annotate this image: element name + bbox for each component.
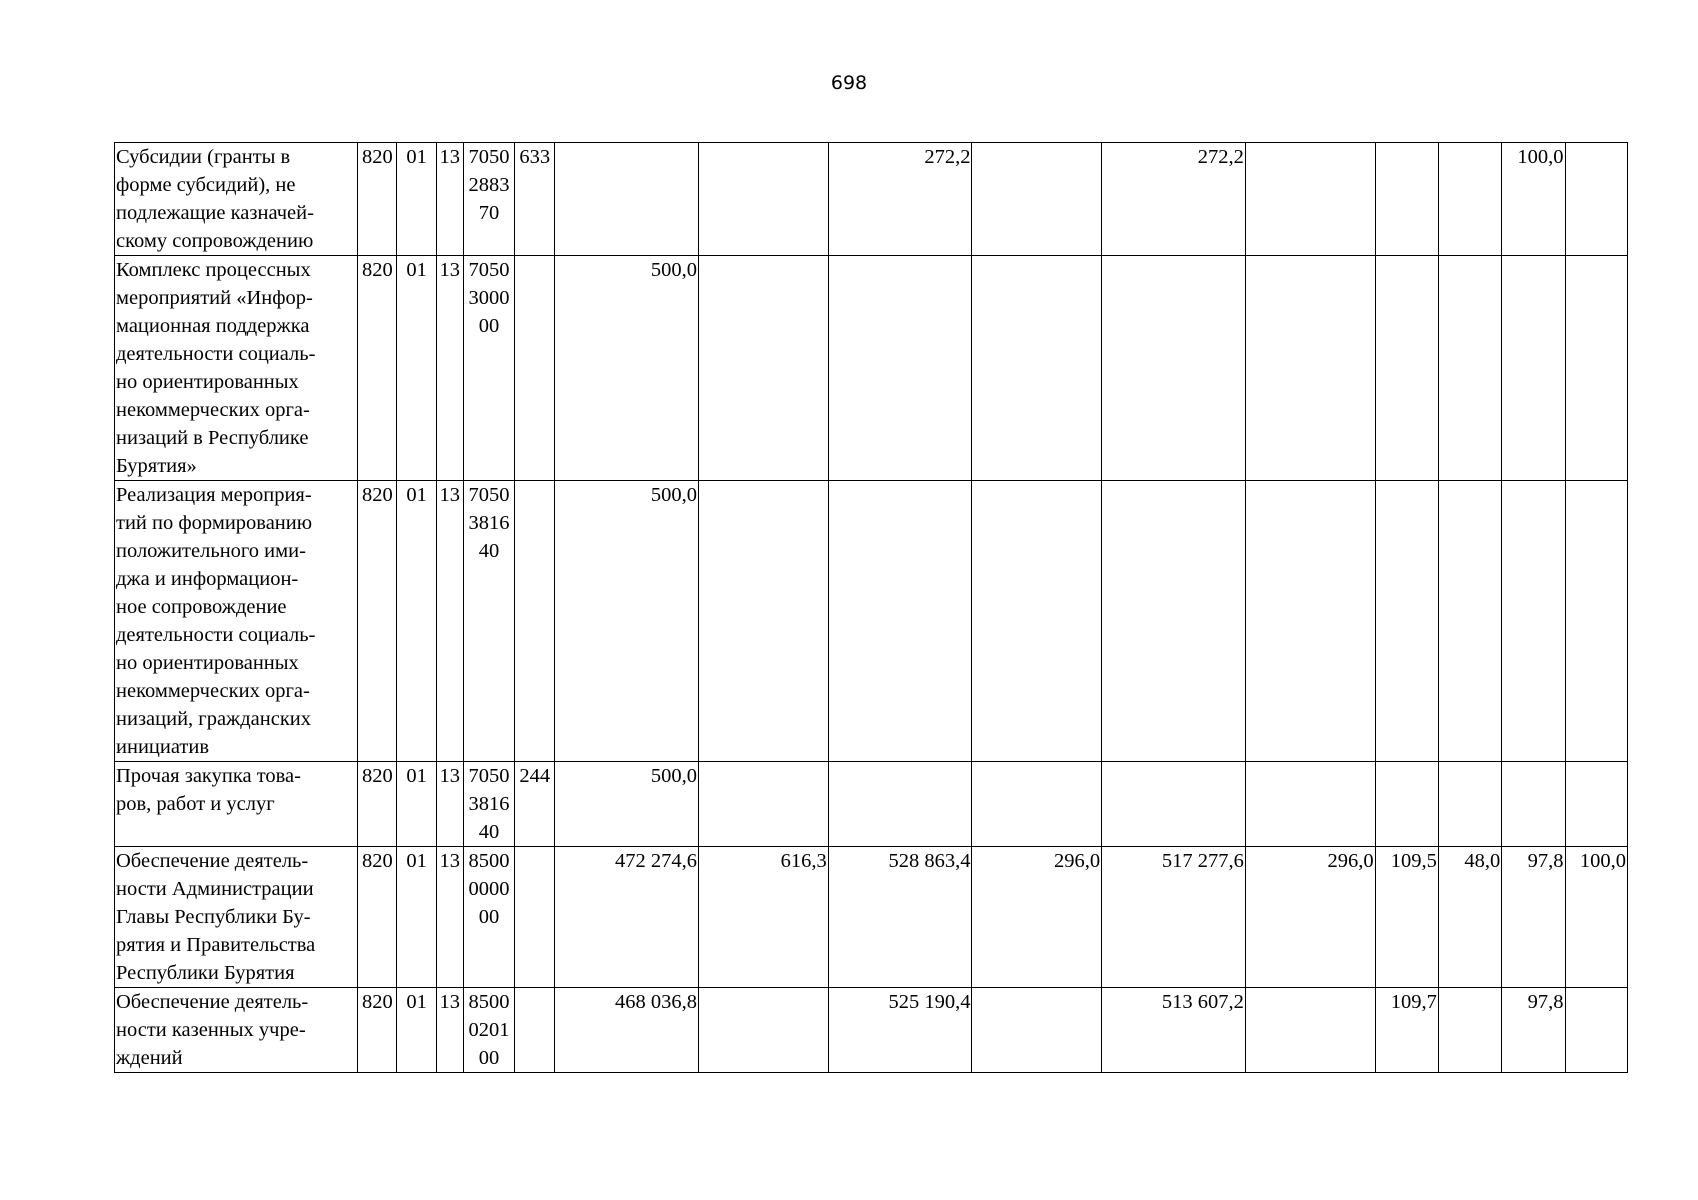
row-name-line: деятельности социаль-	[116, 624, 316, 646]
row-value-1	[555, 143, 699, 256]
row-percent-3: 100,0	[1502, 143, 1565, 256]
row-gov-code: 820	[358, 988, 397, 1073]
row-value-5	[1102, 762, 1246, 847]
row-value-2	[699, 256, 829, 481]
row-expense-type: 244	[515, 762, 555, 847]
row-name-line: ное сопровождение	[116, 596, 287, 618]
row-target-article	[463, 481, 514, 762]
row-percent-4: 100,0	[1565, 847, 1627, 988]
row-name	[115, 762, 358, 847]
row-name-line: Бурятия»	[116, 455, 197, 477]
row-value-4	[972, 143, 1102, 256]
row-percent-3	[1502, 762, 1565, 847]
row-value-5	[1102, 481, 1246, 762]
row-name-line: Обеспечение деятель-	[116, 991, 309, 1013]
row-value-4	[972, 256, 1102, 481]
row-percent-2	[1438, 762, 1501, 847]
row-target-line: 7050	[468, 146, 510, 168]
row-value-6	[1245, 481, 1375, 762]
row-percent-2	[1438, 143, 1501, 256]
row-target-line: 8500	[468, 850, 510, 872]
row-value-3: 272,2	[828, 143, 972, 256]
row-name-line: мероприятий «Инфор-	[116, 287, 313, 309]
row-target-line: 00	[478, 906, 500, 928]
row-target-line: 70	[478, 202, 500, 224]
row-target-line: 3000	[468, 287, 510, 309]
budget-table	[114, 142, 1628, 1073]
row-percent-2	[1438, 988, 1501, 1073]
row-value-5: 513 607,2	[1102, 988, 1246, 1073]
row-target-article	[463, 143, 514, 256]
row-name-line: ждений	[116, 1047, 183, 1069]
row-value-6	[1245, 256, 1375, 481]
row-value-2	[699, 988, 829, 1073]
row-value-1: 500,0	[555, 762, 699, 847]
table-body	[115, 143, 1628, 1073]
row-percent-3	[1502, 481, 1565, 762]
row-value-4	[972, 988, 1102, 1073]
row-value-5: 517 277,6	[1102, 847, 1246, 988]
row-section: 01	[397, 762, 436, 847]
row-percent-1	[1375, 143, 1438, 256]
row-subsection: 13	[436, 847, 463, 988]
row-name-line: мационная поддержка	[116, 315, 310, 337]
row-target-line: 2883	[468, 174, 510, 196]
row-name-line: Главы Республики Бу-	[116, 906, 311, 928]
row-name	[115, 988, 358, 1073]
row-section: 01	[397, 256, 436, 481]
row-target-line: 7050	[468, 259, 510, 281]
row-name-line: Комплекс процессных	[116, 259, 311, 281]
row-expense-type	[515, 847, 555, 988]
row-gov-code: 820	[358, 481, 397, 762]
row-name-line: форме субсидий), не	[116, 174, 296, 196]
row-subsection: 13	[436, 762, 463, 847]
row-subsection: 13	[436, 988, 463, 1073]
row-percent-4	[1565, 762, 1627, 847]
row-name	[115, 481, 358, 762]
row-section: 01	[397, 988, 436, 1073]
row-percent-4	[1565, 988, 1627, 1073]
row-name-line: но ориентированных	[116, 652, 299, 674]
row-percent-4	[1565, 481, 1627, 762]
table-row	[115, 988, 1628, 1073]
row-name-line: ров, работ и услуг	[116, 793, 275, 815]
row-percent-1	[1375, 762, 1438, 847]
row-percent-3: 97,8	[1502, 988, 1565, 1073]
row-name-line: Субсидии (гранты в	[116, 146, 291, 168]
row-target-line: 00	[478, 315, 500, 337]
row-target-line: 0000	[468, 878, 510, 900]
row-name-line: тий по формированию	[116, 512, 313, 534]
page-number: 698	[830, 72, 868, 94]
table-row	[115, 481, 1628, 762]
row-value-1: 472 274,6	[555, 847, 699, 988]
row-value-1: 468 036,8	[555, 988, 699, 1073]
row-expense-type: 633	[515, 143, 555, 256]
row-value-3	[828, 762, 972, 847]
row-gov-code: 820	[358, 143, 397, 256]
row-percent-1	[1375, 256, 1438, 481]
row-name-line: ности казенных учре-	[116, 1019, 306, 1041]
row-expense-type	[515, 988, 555, 1073]
row-name-line: рятия и Правительства	[116, 934, 316, 956]
row-name-line: Реализация мероприя-	[116, 484, 312, 506]
row-expense-type	[515, 256, 555, 481]
row-name-line: низаций в Республике	[116, 427, 309, 449]
row-value-4	[972, 481, 1102, 762]
row-percent-1: 109,7	[1375, 988, 1438, 1073]
row-target-line: 00	[478, 1047, 500, 1069]
row-target-line: 3816	[468, 512, 510, 534]
row-section: 01	[397, 143, 436, 256]
row-value-6	[1245, 988, 1375, 1073]
row-percent-1: 109,5	[1375, 847, 1438, 988]
table-row	[115, 143, 1628, 256]
row-name-line: ности Администрации	[116, 878, 314, 900]
row-name-line: низаций, гражданских	[116, 708, 312, 730]
row-target-article	[463, 988, 514, 1073]
row-value-3: 528 863,4	[828, 847, 972, 988]
row-section: 01	[397, 481, 436, 762]
row-percent-1	[1375, 481, 1438, 762]
row-percent-4	[1565, 256, 1627, 481]
row-name-line: скому сопровождению	[116, 230, 314, 252]
row-percent-2	[1438, 481, 1501, 762]
table-row	[115, 256, 1628, 481]
row-target-line: 3816	[468, 793, 510, 815]
row-gov-code: 820	[358, 256, 397, 481]
row-target-line: 7050	[468, 765, 510, 787]
row-target-line: 7050	[468, 484, 510, 506]
row-value-5	[1102, 256, 1246, 481]
row-percent-3	[1502, 256, 1565, 481]
row-section: 01	[397, 847, 436, 988]
row-expense-type	[515, 481, 555, 762]
row-target-line: 0201	[468, 1019, 510, 1041]
row-name-line: некоммерческих орга-	[116, 680, 310, 702]
row-name-line: Республики Бурятия	[116, 962, 295, 984]
row-value-1: 500,0	[555, 256, 699, 481]
row-gov-code: 820	[358, 762, 397, 847]
row-value-6	[1245, 762, 1375, 847]
row-percent-2	[1438, 256, 1501, 481]
row-value-6: 296,0	[1245, 847, 1375, 988]
row-value-3	[828, 481, 972, 762]
row-value-4	[972, 762, 1102, 847]
row-gov-code: 820	[358, 847, 397, 988]
row-name-line: джа и информацион-	[116, 568, 299, 590]
row-name-line: некоммерческих орга-	[116, 399, 310, 421]
row-value-1: 500,0	[555, 481, 699, 762]
row-value-2: 616,3	[699, 847, 829, 988]
table-row	[115, 762, 1628, 847]
row-name-line: Прочая закупка това-	[116, 765, 301, 787]
row-value-5: 272,2	[1102, 143, 1246, 256]
row-value-6	[1245, 143, 1375, 256]
row-value-3: 525 190,4	[828, 988, 972, 1073]
row-target-line: 40	[478, 540, 500, 562]
row-name	[115, 256, 358, 481]
row-name-line: подлежащие казначей-	[116, 202, 314, 224]
row-value-4: 296,0	[972, 847, 1102, 988]
row-percent-2: 48,0	[1438, 847, 1501, 988]
row-value-3	[828, 256, 972, 481]
row-subsection: 13	[436, 481, 463, 762]
row-percent-3: 97,8	[1502, 847, 1565, 988]
row-target-article	[463, 762, 514, 847]
row-name-line: инициатив	[116, 736, 210, 758]
row-name-line: положительного ими-	[116, 540, 306, 562]
row-name-line: Обеспечение деятель-	[116, 850, 309, 872]
row-subsection: 13	[436, 143, 463, 256]
row-value-2	[699, 762, 829, 847]
row-value-2	[699, 481, 829, 762]
table-row	[115, 847, 1628, 988]
row-name-line: деятельности социаль-	[116, 343, 316, 365]
row-name	[115, 847, 358, 988]
row-target-line: 40	[478, 821, 500, 843]
row-value-2	[699, 143, 829, 256]
row-subsection: 13	[436, 256, 463, 481]
row-target-article	[463, 847, 514, 988]
row-target-article	[463, 256, 514, 481]
row-target-line: 8500	[468, 991, 510, 1013]
row-percent-4	[1565, 143, 1627, 256]
row-name-line: но ориентированных	[116, 371, 299, 393]
row-name	[115, 143, 358, 256]
